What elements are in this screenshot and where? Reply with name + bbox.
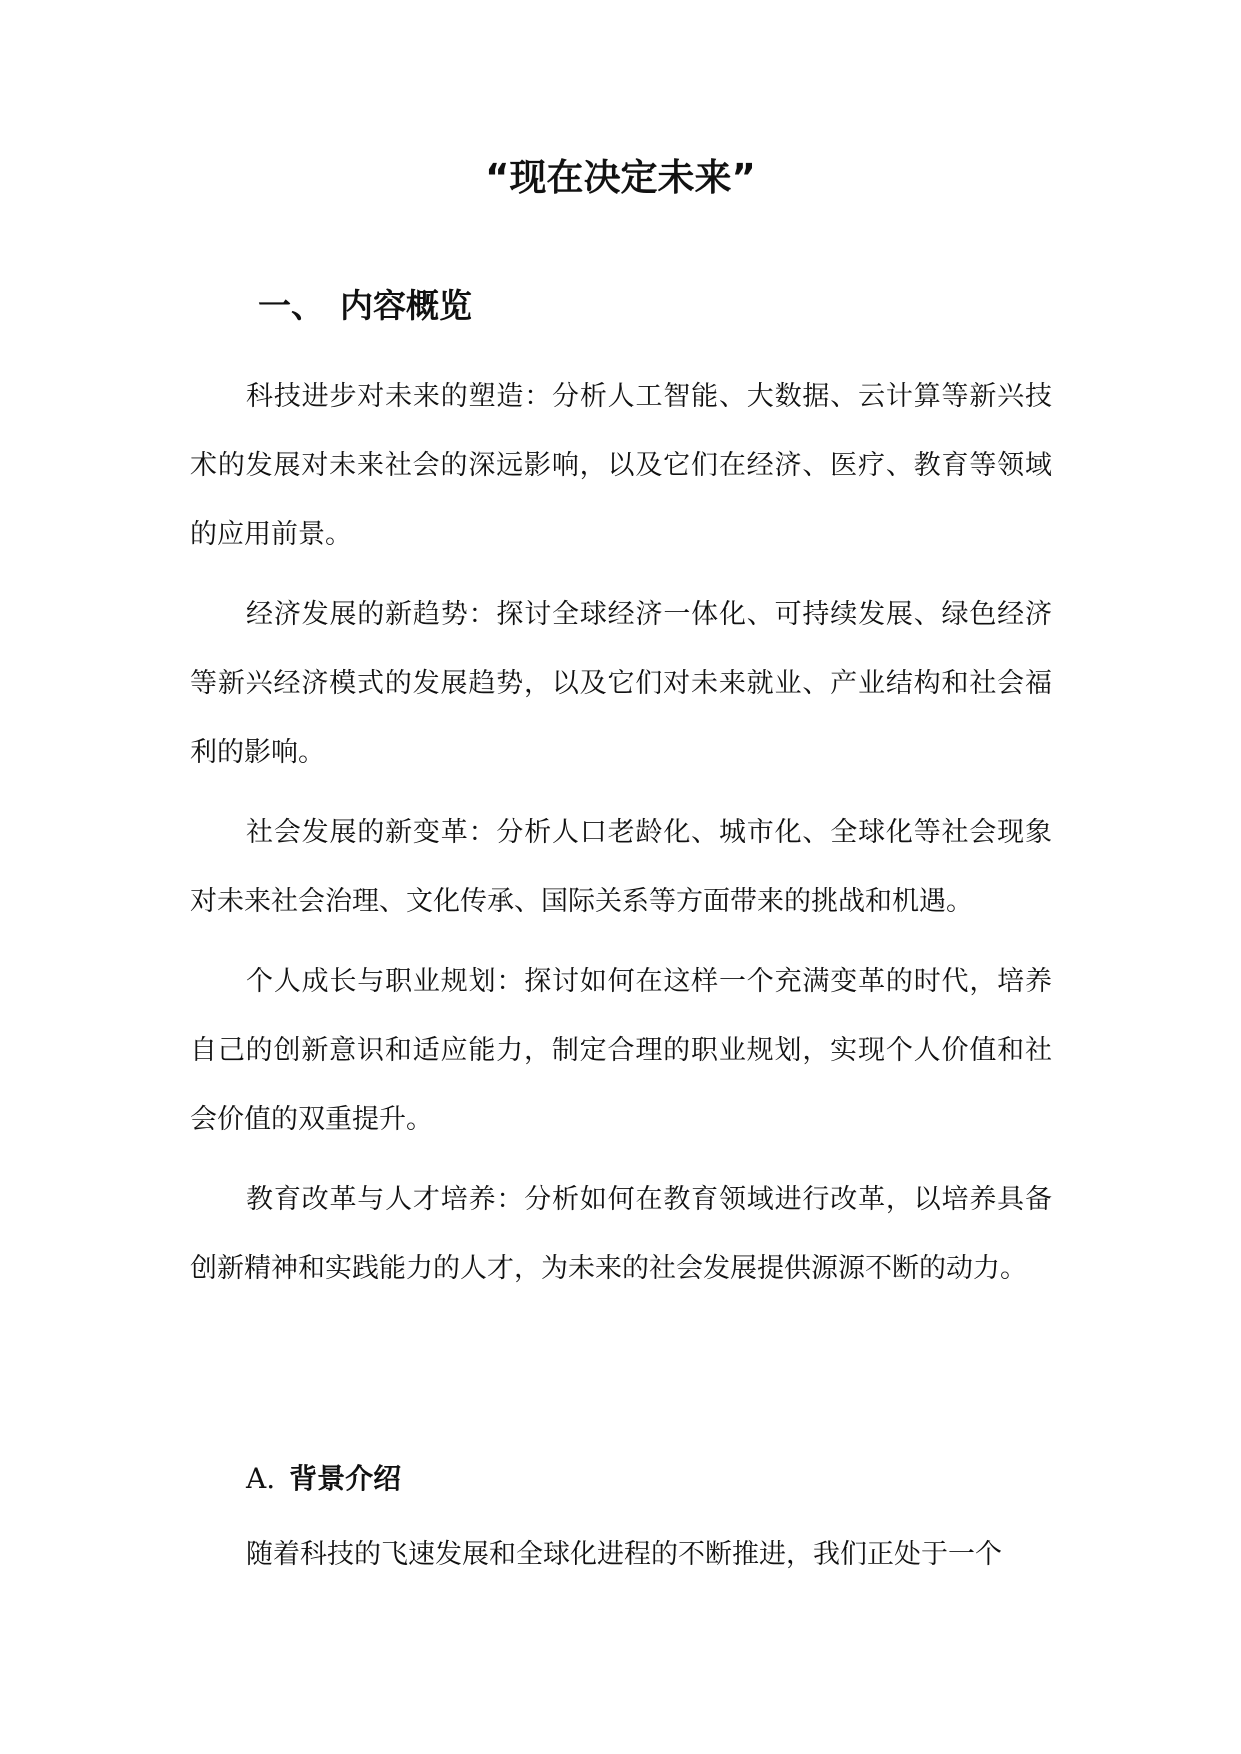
subsection-heading — [246, 1454, 401, 1504]
section-number: 一、 — [258, 286, 324, 325]
subsection-title: 背景介绍 — [289, 1462, 402, 1495]
body-paragraph: 个人成长与职业规划：探讨如何在这样一个充满变革的时代，培养自己的创新意识和适应能力，制定合理的职业规划，实现个人价值和社会价值的双重提升。 — [190, 966, 1052, 1135]
section-title: 内容概览 — [340, 286, 472, 325]
body-paragraph-continued: 随着科技的飞速发展和全球化进程的不断推进，我们正处于一个 — [246, 1539, 1002, 1570]
section-heading — [258, 278, 472, 334]
body-paragraph: 经济发展的新趋势：探讨全球经济一体化、可持续发展、绿色经济等新兴经济模式的发展趋势，以及它们对未来就业、产业结构和社会福利的影响。 — [190, 599, 1052, 768]
body-paragraph: 科技进步对未来的塑造：分析人工智能、大数据、云计算等新兴技术的发展对未来社会的深远影响，以及它们在经济、医疗、教育等领域的应用前景。 — [190, 381, 1052, 550]
body-paragraph: 教育改革与人才培养：分析如何在教育领域进行改革，以培养具备创新精神和实践能力的人才，为未来的社会发展提供源源不断的动力。 — [190, 1184, 1052, 1284]
document-title: “现在决定未来” — [485, 156, 756, 199]
section-body — [190, 362, 1052, 1314]
body-paragraph: 社会发展的新变革：分析人口老龄化、城市化、全球化等社会现象对未来社会治理、文化传承、国际关系等方面带来的挑战和机遇。 — [190, 817, 1052, 917]
subsection-letter: A. — [246, 1462, 276, 1495]
